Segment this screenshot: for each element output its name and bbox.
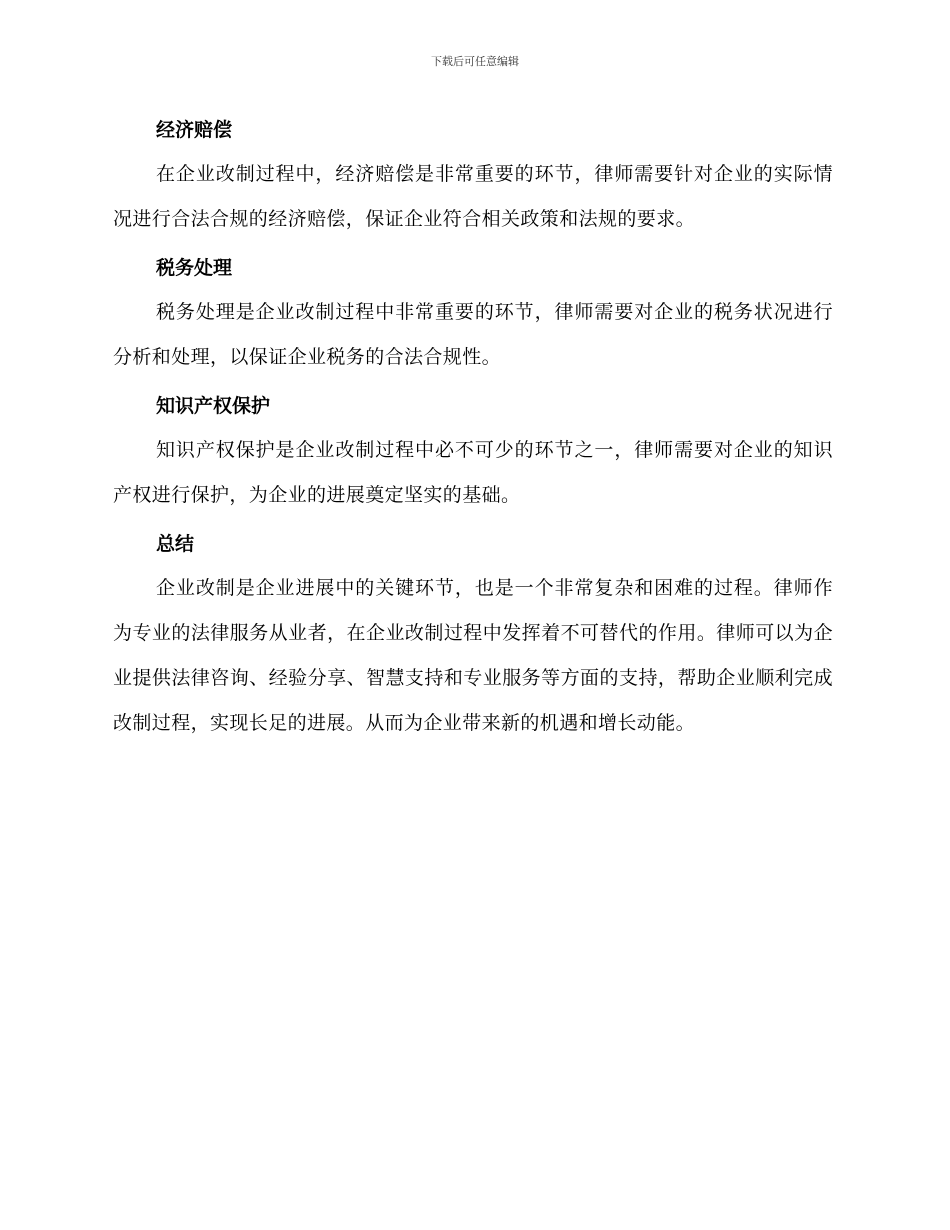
page-header-note: 下载后可任意编辑 [431,55,519,68]
section-body-tax: 税务处理是企业改制过程中非常重要的环节，律师需要对企业的税务状况进行分析和处理，以保证企业税务的合法合规性。 [113,301,833,368]
section-heading-compensation: 经济赔偿 [156,119,233,141]
document-body [113,108,833,750]
section-heading-tax: 税务处理 [156,257,233,279]
section-heading-ip-protection: 知识产权保护 [156,395,271,417]
section-body-summary: 企业改制是企业进展中的关键环节，也是一个非常复杂和困难的过程。律师作为专业的法律服务从业者，在企业改制过程中发挥着不可替代的作用。律师可以为企业提供法律咨询、经验分享、智慧支持和专业服务等方面的支持，帮助企业顺利完成改制过程，实现长足的进展。从而为企业带来新的机遇和增长动能。 [113,577,833,734]
section-heading-summary: 总结 [156,533,195,555]
section-body-compensation: 在企业改制过程中，经济赔偿是非常重要的环节，律师需要针对企业的实际情况进行合法合规的经济赔偿，保证企业符合相关政策和法规的要求。 [113,163,833,230]
section-body-ip-protection: 知识产权保护是企业改制过程中必不可少的环节之一，律师需要对企业的知识产权进行保护，为企业的进展奠定坚实的基础。 [113,439,833,506]
